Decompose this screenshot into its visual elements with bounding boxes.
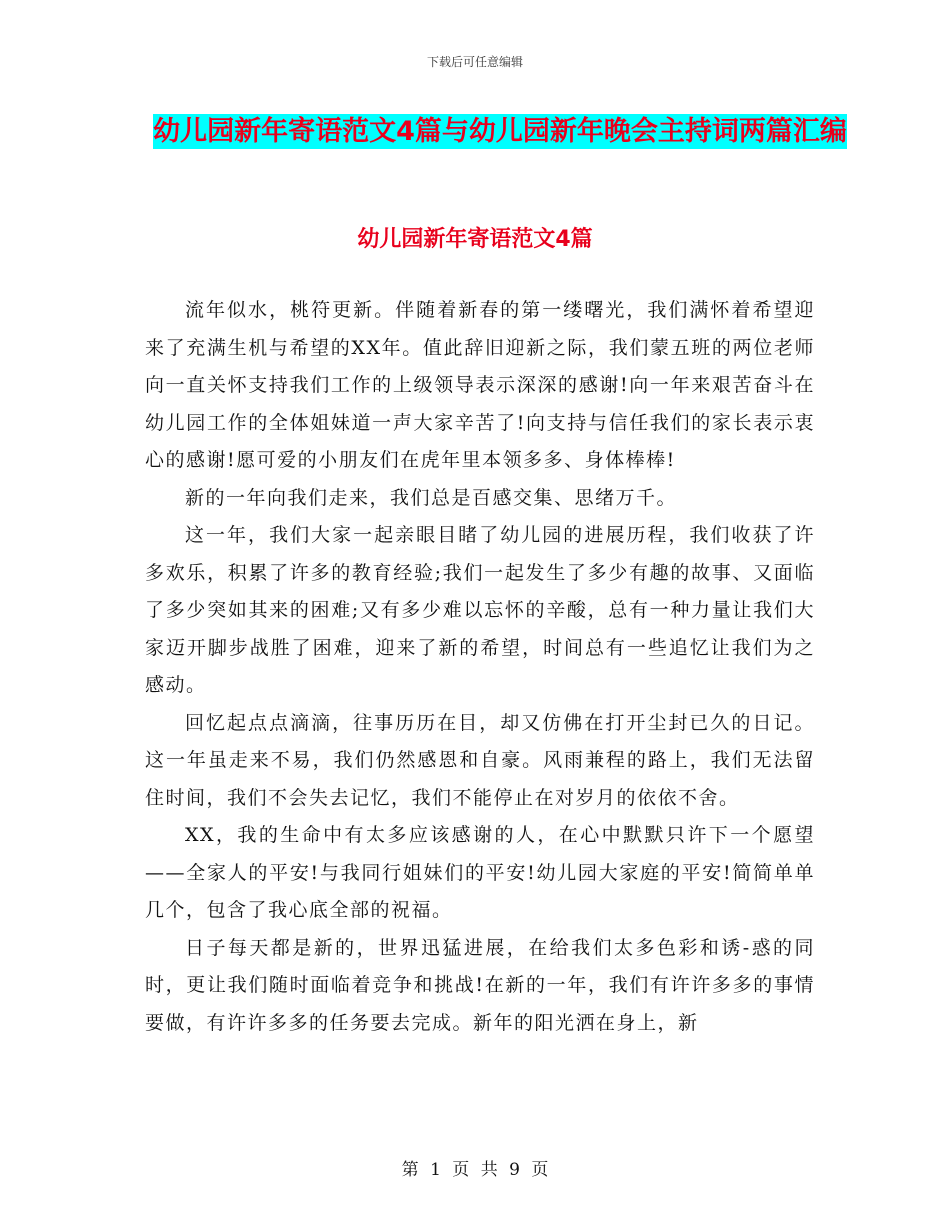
- section-title: 幼儿园新年寄语范文4篇: [357, 227, 593, 252]
- paragraph: XX，我的生命中有太多应该感谢的人，在心中默默只许下一个愿望——全家人的平安!与我同行姐妹们的平安!幼儿园大家庭的平安!简简单单几个，包含了我心底全部的祝福。: [145, 824, 815, 921]
- document-body: [145, 292, 815, 1042]
- page-header-note: 下载后可任意编辑: [426, 55, 523, 69]
- paragraph: 日子每天都是新的，世界迅猛进展，在给我们太多色彩和诱-惑的同时，更让我们随时面临着竞争和挑战!在新的一年，我们有许许多多的事情要做，有许许多多的任务要去完成。新年的阳光洒在身上，新: [145, 936, 815, 1034]
- paragraph: 流年似水，桃符更新。伴随着新春的第一缕曙光，我们满怀着希望迎来了充满生机与希望的XX年。值此辞旧迎新之际，我们蒙五班的两位老师向一直关怀支持我们工作的上级领导表示深深的感谢!向一年来艰苦奋斗在幼儿园工作的全体姐妹道一声大家辛苦了!向支持与信任我们的家长表示衷心的感谢!愿可爱的小朋友们在虎年里本领多多、身体棒棒!: [145, 299, 815, 471]
- paragraph: 新的一年向我们走来，我们总是百感交集、思绪万千。: [185, 486, 678, 509]
- document-title: [150, 110, 850, 154]
- paragraph: 这一年，我们大家一起亲眼目睹了幼儿园的进展历程，我们收获了许多欢乐，积累了许多的教育经验;我们一起发生了多少有趣的故事、又面临了多少突如其来的困难;又有多少难以忘怀的辛酸，总有一种力量让我们大家迈开脚步战胜了困难，迎来了新的希望，时间总有一些追忆让我们为之感动。: [145, 524, 815, 696]
- document-title-text: 幼儿园新年寄语范文4篇与幼儿园新年晚会主持词两篇汇编: [153, 116, 847, 147]
- paragraph: 回忆起点点滴滴，往事历历在目，却又仿佛在打开尘封已久的日记。这一年虽走来不易，我们仍然感恩和自豪。风雨兼程的路上，我们无法留住时间，我们不会失去记忆，我们不能停止在对岁月的依依不舍。: [145, 711, 815, 809]
- page-footer-page-number: 第 1 页 共 9 页: [401, 1160, 549, 1180]
